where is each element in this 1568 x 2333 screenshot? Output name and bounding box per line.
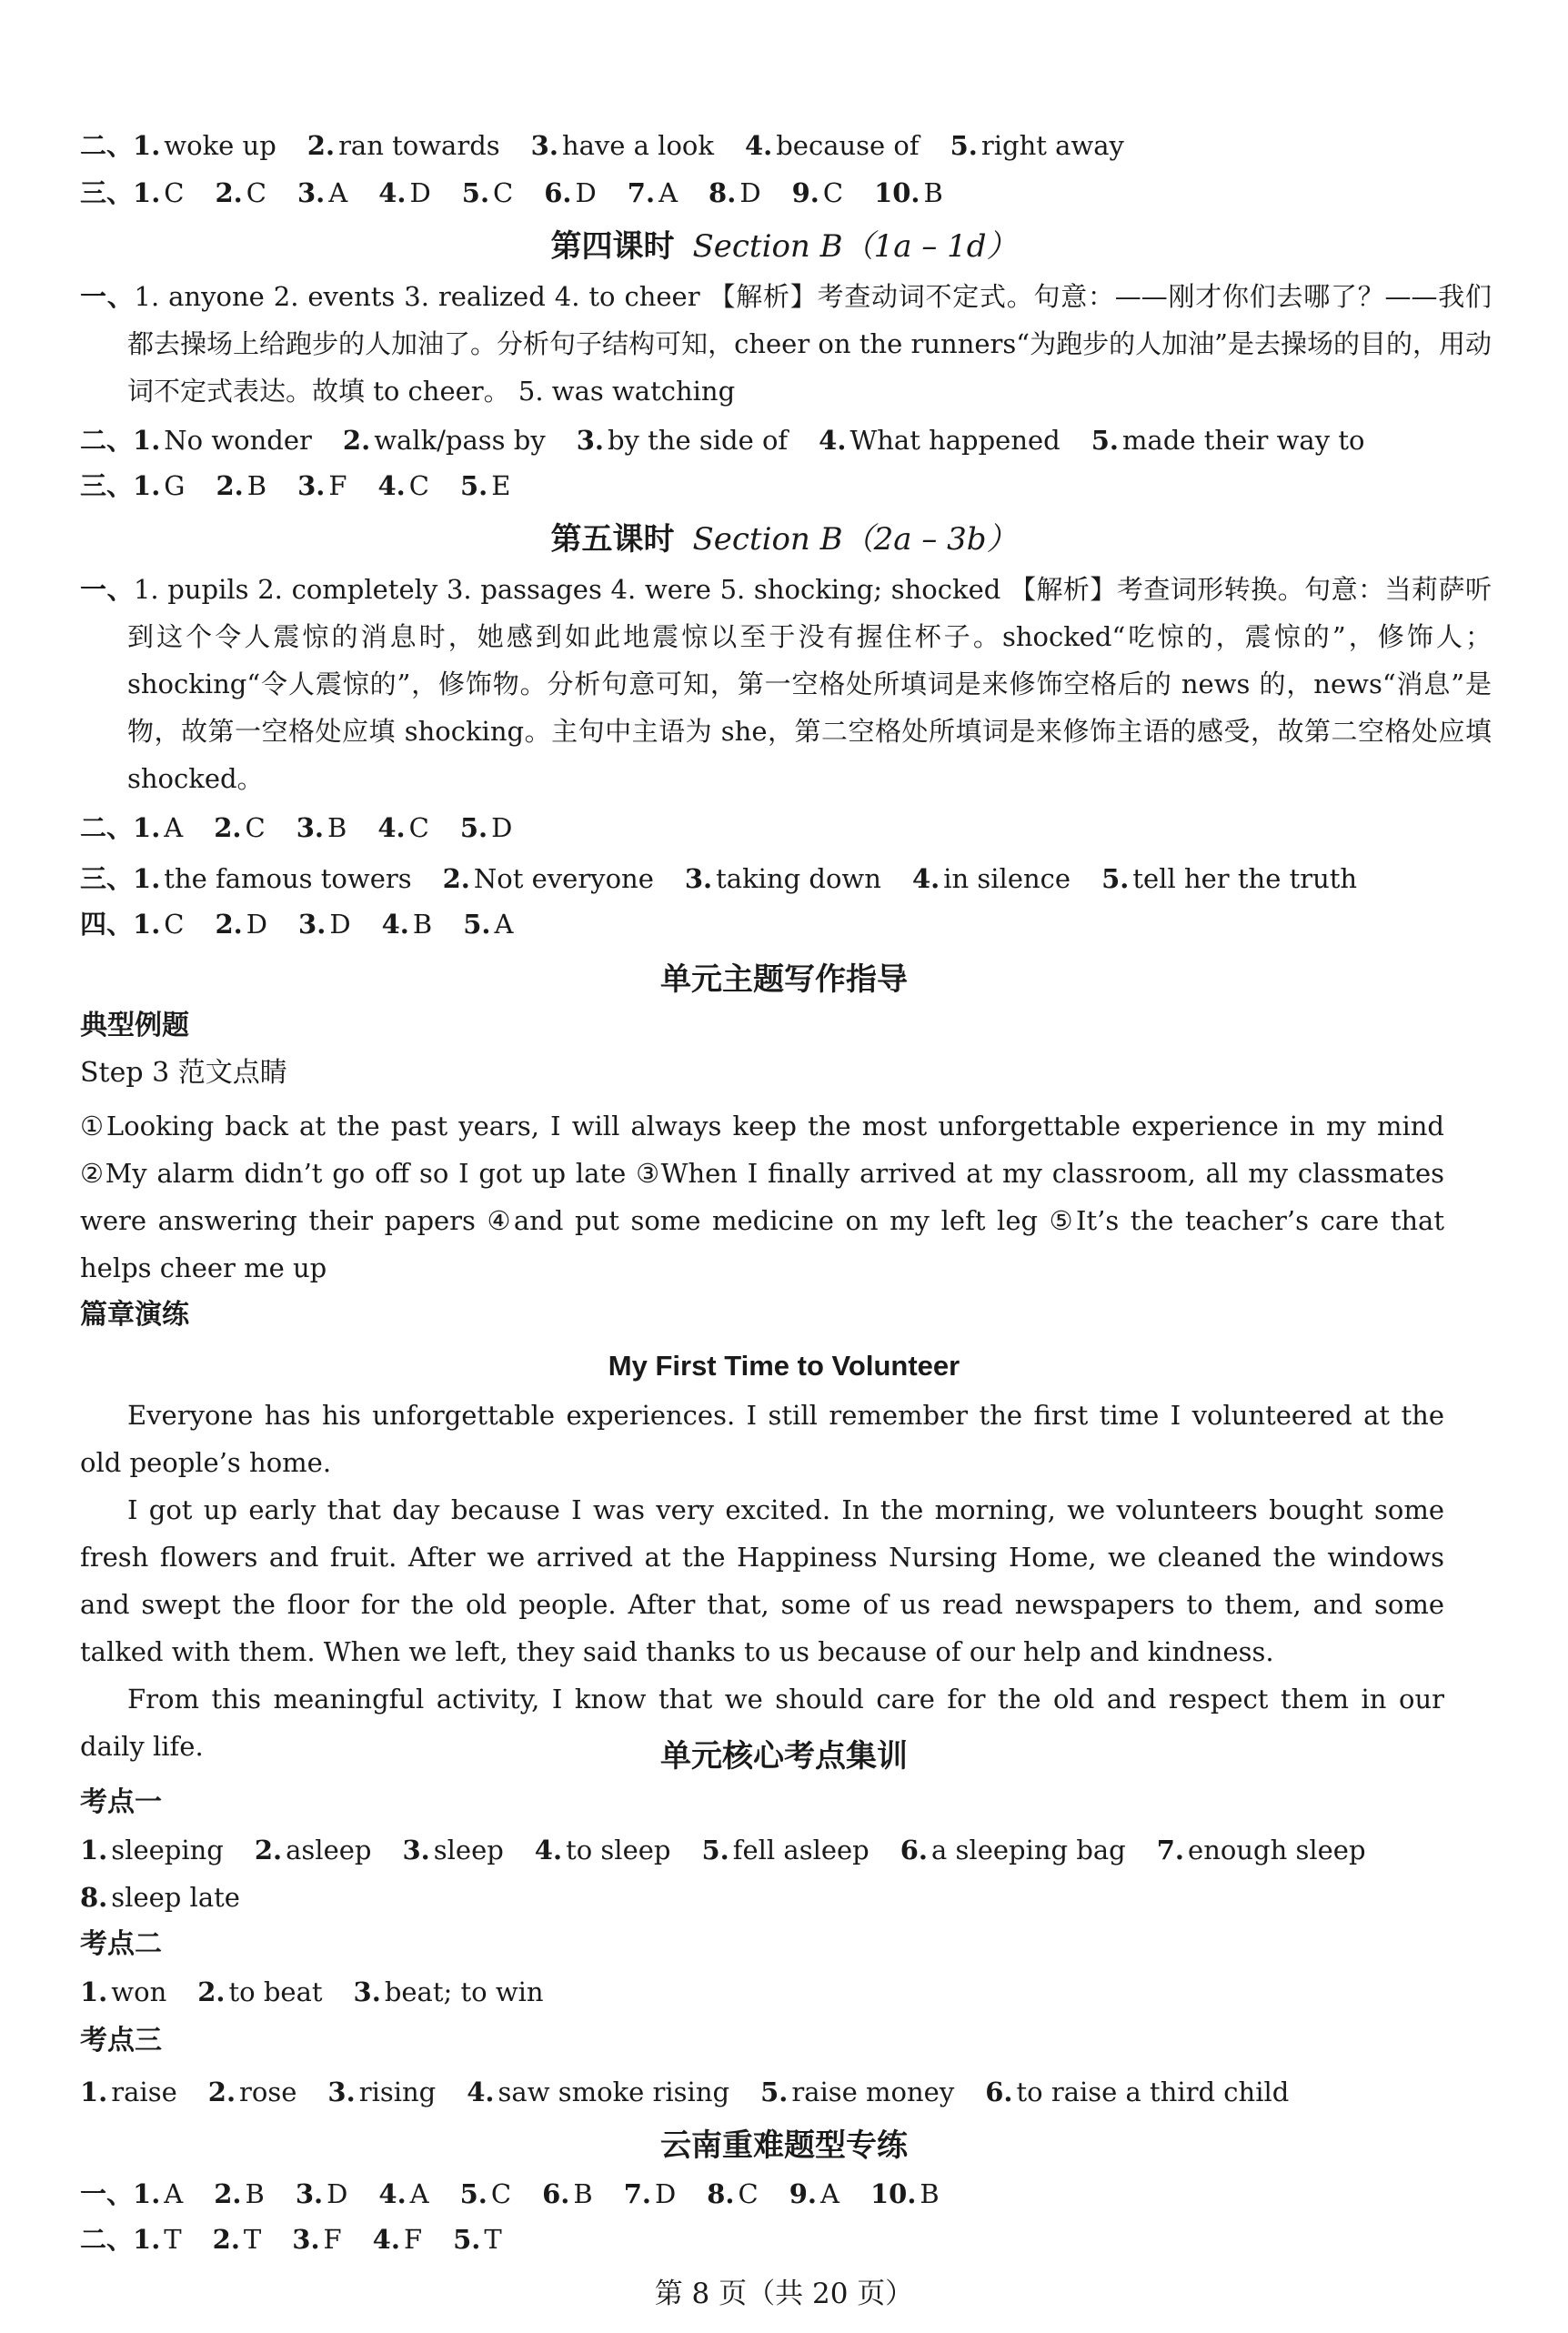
answer-number: 4. <box>377 470 406 501</box>
answer-number: 1. <box>133 2224 161 2255</box>
answer-text: asleep <box>286 1835 372 1865</box>
answer-item <box>1157 1835 1366 1865</box>
essay-paragraph-2: I got up early that day because I was very excited. In the morning, we volunteers bought some fresh flowers and fruit. After we arrived at the Happiness Nursing Home, we cleaned the windows and swept the floor for the old people. After that, some of us read newspapers to them, and some talked with them. When we left, they said thanks to us because of our help and kindness. <box>80 1494 1444 1667</box>
answer-text: made their way to <box>1122 425 1365 456</box>
lesson4-heading <box>0 224 1568 269</box>
answer-row-lesson3-part2: 二、1. woke up 2. ran towards 3. have a look 4. because of 5. right away <box>80 130 1124 161</box>
answer-number: 3. <box>402 1835 430 1865</box>
answer-number: 1. <box>133 425 161 456</box>
answer-text: A <box>164 2178 184 2209</box>
answer-text: woke up <box>164 130 276 161</box>
answer-text: beat; to win <box>384 1976 544 2007</box>
point3-label: 考点三 <box>80 2025 162 2056</box>
answer-text: F <box>403 2224 423 2255</box>
answer-item <box>624 2178 677 2209</box>
answer-text: taking down <box>716 863 881 894</box>
answer-text: C <box>490 2178 512 2209</box>
answer-number: 3. <box>353 1976 381 2007</box>
answer-item <box>214 812 265 843</box>
answer-item <box>467 2077 729 2107</box>
answer-item <box>133 2224 182 2255</box>
answer-row-lesson3-part3: 三、1. C 2. C 3. A 4. D 5. C 6. D 7. A 8. D 9. C 10. B <box>80 177 943 208</box>
answer-number: 7. <box>627 177 656 208</box>
answer-item <box>460 2178 511 2209</box>
answer-text: rose <box>239 2077 297 2107</box>
answer-item <box>707 2178 758 2209</box>
answer-text: D <box>575 177 597 208</box>
answer-text: A <box>164 812 184 843</box>
answer-number: 5. <box>1091 425 1120 456</box>
answer-item <box>296 2178 348 2209</box>
point3-answers <box>80 2072 1320 2112</box>
answer-number: 2. <box>214 2178 242 2209</box>
answer-item <box>462 177 513 208</box>
answer-item <box>709 177 761 208</box>
answer-text: C <box>493 177 514 208</box>
point1-answers-cont <box>80 1877 271 1917</box>
answer-text: because of <box>776 130 920 161</box>
answer-item <box>628 177 678 208</box>
answer-number: 6. <box>544 177 572 208</box>
answer-item <box>133 2178 183 2209</box>
answer-item <box>133 425 312 456</box>
answer-number: 6. <box>985 2077 1013 2107</box>
answer-number: 6. <box>900 1835 929 1865</box>
answer-text: D <box>491 812 513 843</box>
answer-text: D <box>246 909 268 940</box>
answer-text: Not everyone <box>473 863 654 894</box>
example-label: 典型例题 <box>80 1010 189 1041</box>
answer-number: 1. <box>133 812 161 843</box>
answer-number: 2. <box>214 812 242 843</box>
answer-number: 2. <box>216 470 244 501</box>
answer-text: D <box>739 177 761 208</box>
answer-text: D <box>654 2178 677 2209</box>
answer-number: 10. <box>874 177 920 208</box>
answer-number: 5. <box>453 2224 481 2255</box>
answer-text: sleep late <box>111 1882 240 1913</box>
answer-number: 2. <box>197 1976 226 2007</box>
answer-item <box>378 177 431 208</box>
answer-number: 6. <box>542 2178 570 2209</box>
answer-item <box>216 909 268 940</box>
answer-number: 3. <box>296 812 325 843</box>
point1-label: 考点一 <box>80 1786 162 1818</box>
answer-number: 5. <box>463 909 491 940</box>
answer-text: T <box>484 2224 502 2255</box>
answer-text: C <box>738 2178 759 2209</box>
answer-number: 4. <box>377 812 406 843</box>
answer-number: 3. <box>292 2224 320 2255</box>
answer-row-lesson5-part2: 二、1. A 2. C 3. B 4. C 5. D <box>80 812 513 843</box>
answer-number: 1. <box>133 177 161 208</box>
answer-number: 2. <box>307 130 336 161</box>
answer-item <box>531 130 714 161</box>
answer-row-lesson5-part3: 三、1. the famous towers 2. Not everyone 3. taking down 4. in silence 5. tell her the truth <box>80 863 1358 894</box>
answer-item <box>870 2178 940 2209</box>
answer-text: won <box>111 1976 167 2007</box>
answer-item <box>443 863 654 894</box>
answer-item <box>214 2178 265 2209</box>
answer-text: to sleep <box>566 1835 671 1865</box>
answer-number: 5. <box>461 177 490 208</box>
answer-item <box>460 470 510 501</box>
essay-paragraph-1: Everyone has his unforgettable experiences. I still remember the first time I volunteered at the old people’s home. <box>80 1400 1444 1478</box>
answer-item <box>577 425 788 456</box>
answer-text: right away <box>980 130 1124 161</box>
answer-text: F <box>328 470 347 501</box>
answer-item <box>463 909 513 940</box>
answer-number: 3. <box>327 2077 356 2107</box>
answer-item <box>912 863 1070 894</box>
lesson5-heading <box>0 517 1568 562</box>
answer-item <box>80 1976 166 2007</box>
answer-text: T <box>164 2224 182 2255</box>
answer-number: 8. <box>709 177 737 208</box>
answer-item <box>327 2077 436 2107</box>
answer-number: 4. <box>381 909 409 940</box>
lesson4-part1: 一、1. anyone 2. events 3. realized 4. to cheer 【解析】考查动词不定式。句意：——刚才你们去哪了？——我们都去操场上给跑步的人加油了。分析句子结构可知，cheer on the runners“为跑步的人加油”是去操场的目的，用动词不定式表达。故填 to cheer。 5. was watching <box>80 281 1492 407</box>
answer-text: sleeping <box>111 1835 224 1865</box>
answer-item <box>343 425 546 456</box>
answer-number: 5. <box>459 470 488 501</box>
answer-text: enough sleep <box>1188 1835 1366 1865</box>
answer-text: saw smoke rising <box>498 2077 730 2107</box>
answer-text: B <box>327 812 347 843</box>
answer-item <box>378 2178 428 2209</box>
yunnan-part1: 一、1. A 2. B 3. D 4. A 5. C 6. B 7. D 8. C 9. A 10. B <box>80 2178 940 2209</box>
essay-title: My First Time to Volunteer <box>608 1350 960 1382</box>
answer-item <box>950 130 1124 161</box>
answer-item <box>208 2077 297 2107</box>
answer-item <box>216 470 266 501</box>
answer-text: D <box>409 177 431 208</box>
point1-answers <box>80 1830 1397 1870</box>
answer-text: A <box>494 909 514 940</box>
answer-text: T <box>243 2224 262 2255</box>
answer-number: 7. <box>623 2178 651 2209</box>
answer-item <box>307 130 500 161</box>
lesson4-section: Section B（1a – 1d） <box>692 228 1018 265</box>
answer-number: 1. <box>80 1976 108 2007</box>
answer-item <box>354 1976 544 2007</box>
page-footer: 第 8 页（共 20 页） <box>654 2278 914 2310</box>
answer-text: C <box>246 177 266 208</box>
answer-number: 5. <box>760 2077 789 2107</box>
answer-item <box>133 812 183 843</box>
answer-text: B <box>920 2178 940 2209</box>
answer-item <box>1101 863 1357 894</box>
answer-text: the famous towers <box>164 863 412 894</box>
answer-item <box>1091 425 1365 456</box>
answer-item <box>80 1882 240 1913</box>
answer-item <box>900 1835 1126 1865</box>
answer-item <box>297 812 347 843</box>
answer-text: No wonder <box>164 425 312 456</box>
answer-number: 4. <box>819 425 847 456</box>
answer-text: D <box>327 2178 348 2209</box>
answer-number: 2. <box>212 2224 240 2255</box>
answer-item <box>133 177 184 208</box>
answer-number: 4. <box>534 1835 563 1865</box>
answer-text: raise <box>111 2077 177 2107</box>
answer-number: 1. <box>133 470 161 501</box>
answer-text: by the side of <box>607 425 789 456</box>
answer-item <box>453 2224 502 2255</box>
answer-row-lesson4-part3: 三、1. G 2. B 3. F 4. C 5. E <box>80 470 511 501</box>
answer-text: in silence <box>943 863 1071 894</box>
answer-number: 5. <box>459 2178 487 2209</box>
answer-item <box>377 470 428 501</box>
answer-number: 1. <box>133 2178 161 2209</box>
step-model-sentences: ①Looking back at the past years, I will always keep the most unforgettable experience in my mind ②My alarm didn’t go off so I got up late ③When I finally arrived at my classroom, all my classmates were answering their papers ④and put some medicine on my left leg ⑤It’s the teacher’s care that helps cheer me up <box>80 1111 1444 1283</box>
answer-item <box>542 2178 593 2209</box>
answer-number: 5. <box>701 1835 729 1865</box>
answer-text: walk/pass by <box>374 425 546 456</box>
answer-item <box>535 1835 671 1865</box>
answer-number: 9. <box>789 2178 818 2209</box>
answer-number: 3. <box>297 177 326 208</box>
answer-text: B <box>245 2178 265 2209</box>
answer-number: 3. <box>295 2178 324 2209</box>
answer-item <box>685 863 881 894</box>
answer-item <box>133 470 185 501</box>
lesson4-title: 第四课时 <box>550 228 675 265</box>
answer-text: tell her the truth <box>1132 863 1358 894</box>
answer-number: 4. <box>744 130 773 161</box>
answer-item <box>460 812 513 843</box>
answer-item <box>544 177 597 208</box>
answer-number: 5. <box>459 812 488 843</box>
lesson5-section: Section B（2a – 3b） <box>692 521 1018 558</box>
answer-number: 2. <box>215 909 243 940</box>
answer-number: 1. <box>80 2077 108 2107</box>
answer-number: 2. <box>254 1835 283 1865</box>
yunnan-heading: 云南重难题型专练 <box>660 2127 908 2164</box>
answer-number: 8. <box>707 2178 735 2209</box>
point2-answers <box>80 1972 575 2012</box>
answer-item <box>197 1976 322 2007</box>
answer-number: 4. <box>378 2178 407 2209</box>
answer-number: 3. <box>684 863 713 894</box>
answer-text: to beat <box>228 1976 323 2007</box>
answer-text: sleep <box>433 1835 504 1865</box>
answer-number: 2. <box>342 425 371 456</box>
answer-text: B <box>923 177 943 208</box>
answer-text: B <box>573 2178 593 2209</box>
answer-item <box>297 470 347 501</box>
answer-text: fell asleep <box>732 1835 869 1865</box>
answer-number: 2. <box>207 2077 236 2107</box>
answer-item <box>792 177 843 208</box>
answer-text: C <box>408 812 429 843</box>
answer-item <box>80 1835 224 1865</box>
answer-text: to raise a third child <box>1016 2077 1290 2107</box>
answer-text: C <box>408 470 429 501</box>
step-label: Step 3 范文点睛 <box>80 1057 287 1089</box>
answer-item <box>133 863 412 894</box>
answer-number: 3. <box>297 470 326 501</box>
answer-item <box>292 2224 341 2255</box>
practice-label: 篇章演练 <box>80 1299 189 1331</box>
point2-label: 考点二 <box>80 1928 162 1960</box>
answer-number: 4. <box>911 863 940 894</box>
answer-text: rising <box>358 2077 437 2107</box>
answer-item <box>789 2178 839 2209</box>
answer-number: 4. <box>467 2077 495 2107</box>
answer-number: 5. <box>950 130 978 161</box>
answer-number: 1. <box>133 909 161 940</box>
answer-text: A <box>409 2178 429 2209</box>
answer-item <box>874 177 943 208</box>
answer-item <box>133 909 184 940</box>
yunnan-part2: 二、1. T 2. T 3. F 4. F 5. T <box>80 2224 502 2255</box>
answer-number: 7. <box>1156 1835 1185 1865</box>
answer-item <box>701 1835 869 1865</box>
essay-paragraph-3: From this meaningful activity, I know that we should care for the old and respect them in our daily life. <box>80 1684 1444 1762</box>
answer-row-lesson5-part4: 四、1. C 2. D 3. D 4. B 5. A <box>80 909 514 940</box>
answer-text: have a look <box>561 130 714 161</box>
answer-text: What happened <box>849 425 1060 456</box>
answer-item <box>760 2077 954 2107</box>
answer-text: A <box>820 2178 839 2209</box>
answer-number: 3. <box>530 130 558 161</box>
answer-item <box>819 425 1060 456</box>
answer-item <box>382 909 433 940</box>
core-heading: 单元核心考点集训 <box>660 1738 908 1775</box>
answer-number: 4. <box>378 177 407 208</box>
writing-heading: 单元主题写作指导 <box>660 961 908 998</box>
answer-text: C <box>164 909 185 940</box>
answer-item <box>133 130 276 161</box>
answer-text: ran towards <box>338 130 500 161</box>
answer-number: 2. <box>215 177 243 208</box>
answer-text: a sleeping bag <box>931 1835 1126 1865</box>
answer-text: C <box>822 177 844 208</box>
answer-item <box>745 130 920 161</box>
answer-text: F <box>323 2224 342 2255</box>
answer-item <box>377 812 428 843</box>
lesson5-title: 第五课时 <box>550 521 675 558</box>
answer-number: 1. <box>80 1835 108 1865</box>
answer-item <box>255 1835 372 1865</box>
answer-text: B <box>246 470 267 501</box>
answer-text: G <box>164 470 186 501</box>
answer-text: raise money <box>791 2077 955 2107</box>
answer-text: D <box>329 909 351 940</box>
lesson5-part1: 一、1. pupils 2. completely 3. passages 4. were 5. shocking; shocked 【解析】考查词形转换。句意：当莉萨听到这个令人震惊的消息时，她感到如此地震惊以至于没有握住杯子。shocked“吃惊的，震惊的”，修饰人；shocking“令人震惊的”，修饰物。分析句意可知，第一空格处所填词是来修饰空格后的 news 的，news“消息”是物，故第一空格处应填 shocking。主句中主语为 she，第二空格处所填词是来修饰主语的感受，故第二空格处应填 shocked。 <box>80 574 1492 794</box>
answer-item <box>80 2077 177 2107</box>
answer-number: 10. <box>869 2178 917 2209</box>
answer-item <box>216 177 266 208</box>
answer-text: C <box>164 177 185 208</box>
answer-item <box>373 2224 422 2255</box>
answer-number: 9. <box>791 177 819 208</box>
answer-item <box>297 177 347 208</box>
answer-text: A <box>328 177 348 208</box>
answer-text: B <box>412 909 433 940</box>
answer-text: C <box>245 812 266 843</box>
answer-item <box>298 909 351 940</box>
answer-item <box>213 2224 262 2255</box>
answer-item <box>985 2077 1289 2107</box>
answer-number: 3. <box>298 909 327 940</box>
answer-number: 4. <box>372 2224 400 2255</box>
answer-number: 1. <box>133 130 161 161</box>
answer-text: E <box>491 470 511 501</box>
answer-number: 8. <box>80 1882 108 1913</box>
answer-item <box>402 1835 503 1865</box>
answer-number: 5. <box>1101 863 1130 894</box>
answer-number: 3. <box>576 425 604 456</box>
answer-text: A <box>658 177 678 208</box>
answer-row-lesson4-part2: 二、1. No wonder 2. walk/pass by 3. by the side of 4. What happened 5. made their way to <box>80 425 1365 456</box>
answer-number: 1. <box>133 863 161 894</box>
answer-number: 2. <box>442 863 470 894</box>
